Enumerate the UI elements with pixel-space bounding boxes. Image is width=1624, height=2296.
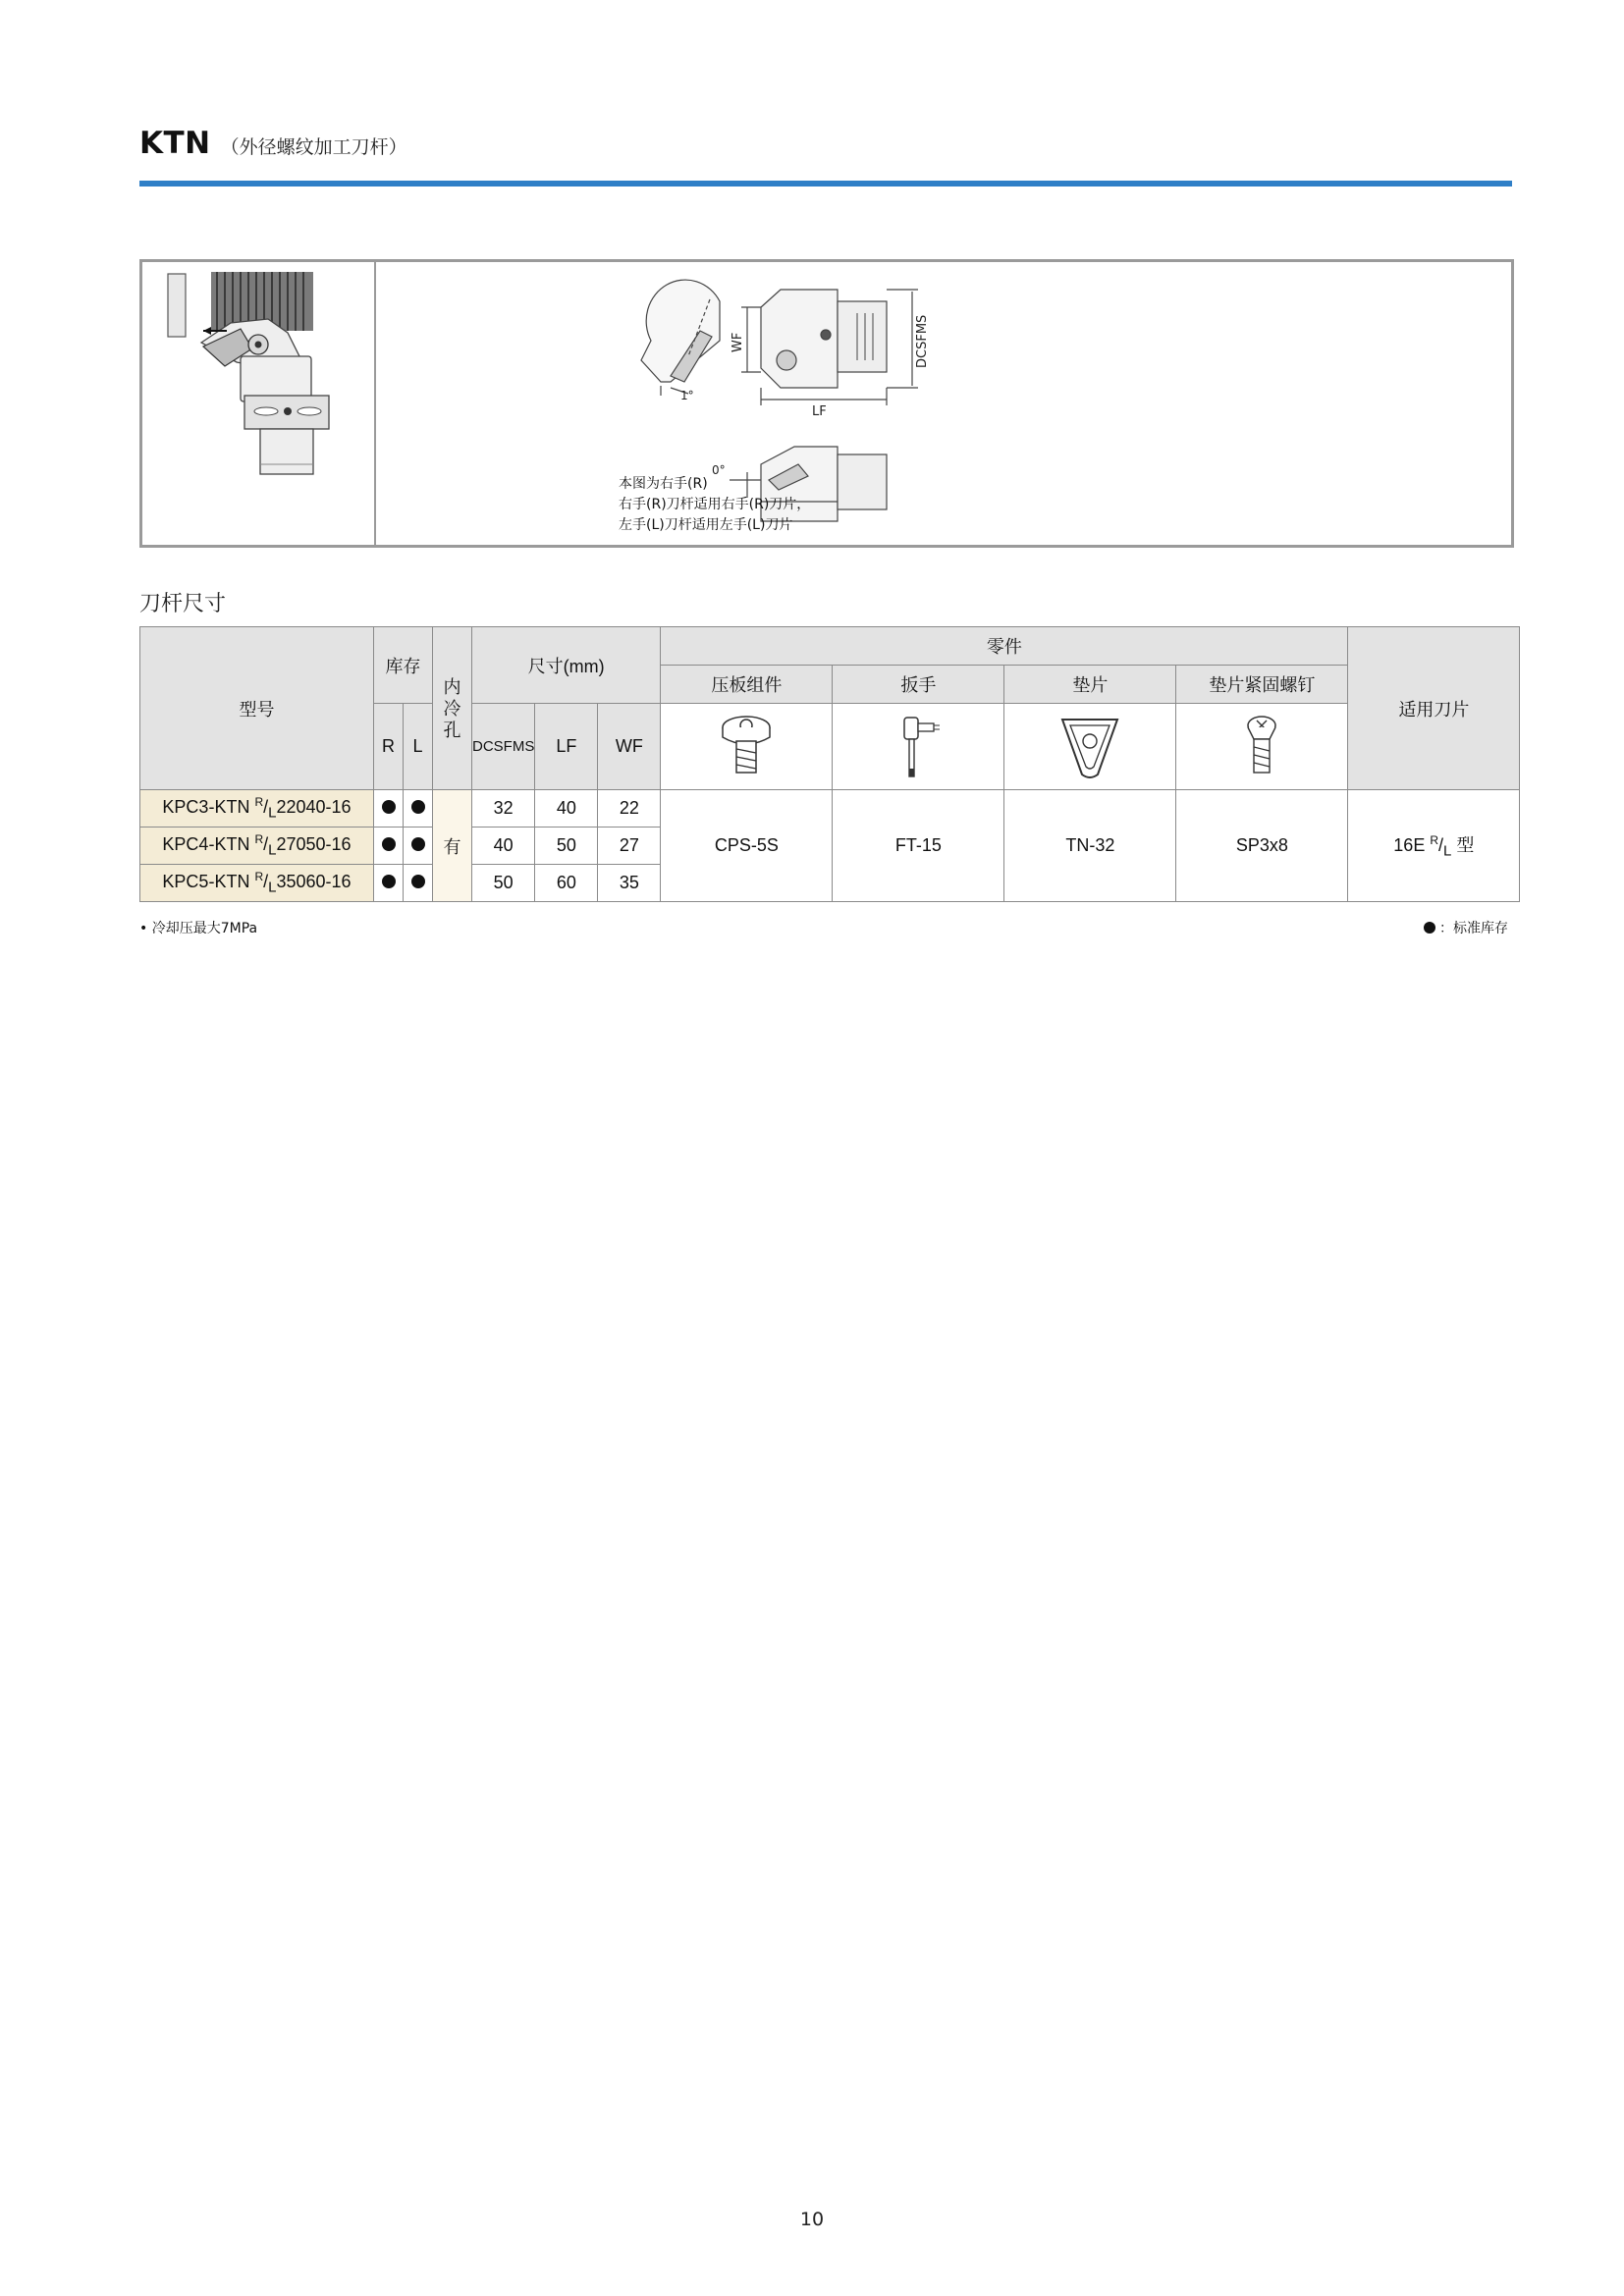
shim-screw-icon: [1232, 712, 1291, 782]
shim-icon-cell: [1004, 704, 1176, 790]
header-clamp: 压板组件: [661, 666, 833, 704]
stock-l-cell: [404, 790, 433, 828]
stock-r-cell: [374, 828, 404, 865]
header-dims: 尺寸(mm): [472, 627, 661, 704]
stock-legend-dot: [1424, 922, 1435, 934]
clamp-set-icon: [717, 712, 776, 782]
header-insert: 适用刀片: [1348, 627, 1520, 790]
model-hand-l: L: [268, 879, 277, 896]
header-wf: WF: [598, 704, 661, 790]
model-suffix: 22040-16: [276, 797, 352, 818]
stock-l-cell: [404, 865, 433, 902]
header-model: 型号: [140, 627, 374, 790]
insert-suffix: 型: [1451, 835, 1475, 856]
stock-legend-text: ：标准库存: [1439, 921, 1508, 936]
dimension-drawing: [376, 262, 1511, 545]
header-coolant: [433, 627, 472, 790]
wf-cell: 22: [598, 790, 661, 828]
shim-screw-part-cell: SP3x8: [1176, 790, 1348, 902]
header-parts: 零件: [661, 627, 1348, 666]
stock-r-cell: [374, 790, 404, 828]
wrench-part-cell: FT-15: [833, 790, 1004, 902]
dim-wf-label: WF: [731, 332, 745, 352]
model-prefix: KPC3-KTN: [162, 797, 255, 818]
header-stock-r: R: [374, 704, 404, 790]
model-cell: [140, 828, 374, 865]
header-stock: 库存: [374, 627, 433, 704]
model-hand-sep: /: [263, 834, 269, 855]
model-hand-r: R: [254, 832, 264, 847]
clamp-part-cell: CPS-5S: [661, 790, 833, 902]
model-hand-sep: /: [263, 872, 269, 892]
stock-legend: [1424, 918, 1508, 937]
stock-dot: [382, 800, 396, 814]
dimension-drawings: [376, 262, 1511, 545]
dcsfms-cell: 40: [472, 828, 535, 865]
table-row: [140, 790, 1520, 828]
model-suffix: 35060-16: [276, 872, 352, 892]
coolant-pressure-note: • 冷却压最大7MPa: [139, 921, 258, 936]
model-hand-l: L: [268, 804, 277, 822]
page-number: 10: [799, 2209, 825, 2230]
header-coolant-text: 内冷孔: [443, 676, 461, 740]
stock-dot: [411, 837, 425, 851]
figure-note: [619, 474, 810, 536]
product-subtitle: （外径螺纹加工刀杆）: [220, 136, 407, 158]
holder-dimension-table: [139, 626, 1520, 902]
section-title: 刀杆尺寸: [139, 592, 227, 616]
header-shim-screw: 垫片紧固螺钉: [1176, 666, 1348, 704]
stock-dot: [382, 837, 396, 851]
figure-box: [139, 259, 1514, 548]
product-code: KTN: [139, 126, 211, 161]
header-shim: 垫片: [1004, 666, 1176, 704]
model-prefix: KPC5-KTN: [162, 872, 255, 892]
wf-cell: 27: [598, 828, 661, 865]
stock-dot: [411, 875, 425, 888]
dim-dcsfms-label: DCSFMS: [915, 314, 930, 368]
insert-hand-l: L: [1443, 842, 1452, 860]
lf-cell: 50: [535, 828, 598, 865]
header-lf: LF: [535, 704, 598, 790]
wrench-icon: [889, 712, 947, 782]
page-header: [139, 126, 407, 161]
note-line-2: 右手(R)刀杆适用右手(R)刀片，: [619, 497, 811, 512]
model-suffix: 27050-16: [276, 834, 352, 855]
stock-dot: [411, 800, 425, 814]
clamp-set-icon-cell: [661, 704, 833, 790]
dim-lf-label: LF: [812, 404, 827, 419]
header-dcsfms: DCSFMS: [472, 704, 535, 790]
stock-l-cell: [404, 828, 433, 865]
model-cell: [140, 790, 374, 828]
shim-icon: [1053, 712, 1127, 782]
stock-r-cell: [374, 865, 404, 902]
lf-cell: 60: [535, 865, 598, 902]
angle-1-label: 1°: [680, 389, 694, 402]
shim-screw-icon-cell: [1176, 704, 1348, 790]
model-hand-r: R: [254, 795, 264, 810]
holder-photo-illustration: [142, 262, 374, 545]
coolant-cell: 有: [433, 790, 472, 902]
header-stock-l: L: [404, 704, 433, 790]
lf-cell: 40: [535, 790, 598, 828]
model-cell: [140, 865, 374, 902]
insert-hand-sep: /: [1438, 835, 1444, 856]
header-wrench: 扳手: [833, 666, 1004, 704]
angle-0-label: 0°: [712, 463, 726, 477]
model-hand-sep: /: [263, 797, 269, 818]
insert-hand-r: R: [1430, 833, 1438, 848]
wrench-icon-cell: [833, 704, 1004, 790]
insert-cell: [1348, 790, 1520, 902]
insert-prefix: 16E: [1393, 835, 1431, 856]
dcsfms-cell: 50: [472, 865, 535, 902]
note-line-1: 本图为右手(R): [619, 476, 708, 492]
model-hand-r: R: [254, 870, 264, 884]
dcsfms-cell: 32: [472, 790, 535, 828]
note-line-3: 左手(L)刀杆适用左手(L)刀片: [619, 517, 793, 533]
wf-cell: 35: [598, 865, 661, 902]
model-prefix: KPC4-KTN: [162, 834, 255, 855]
model-hand-l: L: [268, 841, 277, 859]
holder-photo: [142, 262, 374, 545]
shim-part-cell: TN-32: [1004, 790, 1176, 902]
stock-dot: [382, 875, 396, 888]
header-rule: [139, 181, 1512, 187]
